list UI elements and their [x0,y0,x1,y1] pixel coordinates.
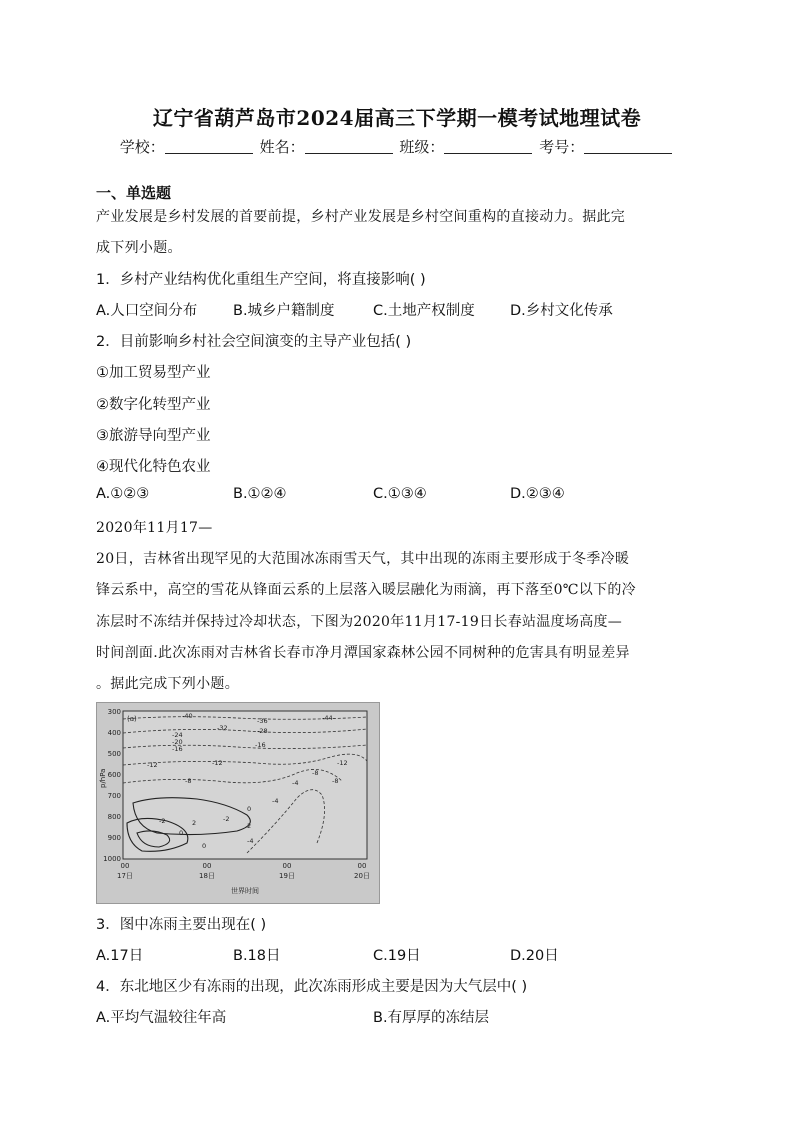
contour-label: -16 [255,741,266,749]
q1-option-b[interactable]: B.城乡户籍制度 [233,303,335,319]
material2-line2: 20日，吉林省出现罕见的大范围冰冻雨雪天气，其中出现的冻雨主要形成于冬季冷暖 [96,551,630,567]
q4-option-b[interactable]: B.有厚厚的冻结层 [373,1010,490,1026]
y-axis-label: p/hPa [99,768,107,788]
name-label: 姓名： [259,138,305,156]
temperature-cross-section-figure [96,702,380,904]
contour-label: -44 [322,714,333,722]
q2-option-b[interactable]: B.①②④ [233,486,287,502]
x-tick-day: 17日 [117,872,133,880]
student-info-line [0,136,794,157]
q1-option-a[interactable]: A.人口空间分布 [96,303,198,319]
contour-label: 0 [202,842,207,850]
contour-label: -4 [272,797,279,805]
contour-label: -16 [172,745,183,753]
q2-option-a[interactable]: A.①②③ [96,486,150,502]
q3-option-c[interactable]: C.19日 [373,948,421,964]
q3-option-b[interactable]: B.18日 [233,948,281,964]
number-blank[interactable] [584,139,672,154]
x-axis-label: 世界时间 [231,887,259,895]
contour-label: -24 [172,731,183,739]
q4-option-a[interactable]: A.平均气温较往年高 [96,1010,227,1026]
y-tick: 400 [107,729,121,737]
contour-label: -12 [212,759,223,767]
q2-stem: 2．目前影响乡村社会空间演变的主导产业包括( ) [96,334,412,350]
contour-label: -8 [312,769,319,777]
q1-stem: 1．乡村产业结构优化重组生产空间，将直接影响( ) [96,272,426,288]
x-tick-hour: 00 [357,862,367,870]
material2-line6: 。据此完成下列小题。 [96,676,239,692]
y-tick: 800 [107,813,121,821]
class-label: 班级： [399,138,445,156]
y-tick: 500 [107,750,121,758]
name-blank[interactable] [305,139,393,154]
x-tick-hour: 00 [120,862,130,870]
material2-line4: 冻层时不冻结并保持过冷却状态，下图为2020年11月17-19日长春站温度场高度— [96,614,623,630]
x-tick-day: 18日 [199,872,215,880]
material1-line1: 产业发展是乡村发展的首要前提，乡村产业发展是乡村空间重构的直接动力。据此完 [96,209,626,225]
school-label: 学校： [119,138,165,156]
y-tick: 600 [107,771,121,779]
q3-option-d[interactable]: D.20日 [510,948,559,964]
contour-label: -12 [337,759,348,767]
figure-svg [97,703,379,903]
contour-label: -28 [257,727,268,735]
q3-option-a[interactable]: A.17日 [96,948,144,964]
x-tick-hour: 00 [202,862,212,870]
contour-label: -20 [172,738,183,746]
q4-stem: 4．东北地区少有冻雨的出现，此次冻雨形成主要是因为大气层中( ) [96,979,528,995]
contour-label: -4 [292,779,299,787]
contour-label: -12 [147,761,158,769]
number-label: 考号： [539,138,585,156]
q2-option-d[interactable]: D.②③④ [510,486,565,502]
material1-line2: 成下列小题。 [96,240,182,256]
y-tick: 300 [107,708,121,716]
class-blank[interactable] [444,139,532,154]
contour-label: -8 [185,777,192,785]
contour-label: -4 [247,837,254,845]
q2-statement-3: ③旅游导向型产业 [96,428,211,444]
x-tick-day: 19日 [279,872,295,880]
contour-label: -40 [182,712,193,720]
contour-label: 0 [247,805,252,813]
contour-label: -2 [223,815,230,823]
q2-option-c[interactable]: C.①③④ [373,486,427,502]
school-blank[interactable] [165,139,253,154]
section-title: 一、单选题 [96,184,172,202]
panel-label: (a) [127,715,137,723]
page-title: 辽宁省葫芦岛市2024届高三下学期一模考试地理试卷 [152,106,642,130]
contour-label: -32 [217,724,228,732]
q3-stem: 3．图中冻雨主要出现在( ) [96,917,267,933]
contour-label: -8 [332,777,339,785]
y-tick: 900 [107,834,121,842]
y-tick: 700 [107,792,121,800]
x-tick-day: 20日 [354,872,370,880]
q2-statement-4: ④现代化特色农业 [96,459,211,475]
contour-label: 2 [192,819,197,827]
plot-frame [123,711,367,859]
material2-line5: 时间剖面.此次冻雨对吉林省长春市净月潭国家森林公园不同树种的危害具有明显差异 [96,645,630,661]
contour-label: 0 [179,829,184,837]
q1-option-d[interactable]: D.乡村文化传承 [510,303,613,319]
y-tick: 1000 [103,855,121,863]
x-tick-hour: 00 [282,862,292,870]
q1-option-c[interactable]: C.土地产权制度 [373,303,475,319]
material2-line3: 锋云系中，高空的雪花从锋面云系的上层落入暖层融化为雨滴，再下落至0℃以下的冷 [96,582,636,598]
q2-statement-2: ②数字化转型产业 [96,397,211,413]
contour-label: 2 [247,822,252,830]
contour-label: -2 [159,817,166,825]
contour-label: -36 [257,717,268,725]
q2-statement-1: ①加工贸易型产业 [96,365,211,381]
material2-line1: 2020年11月17— [96,520,213,536]
